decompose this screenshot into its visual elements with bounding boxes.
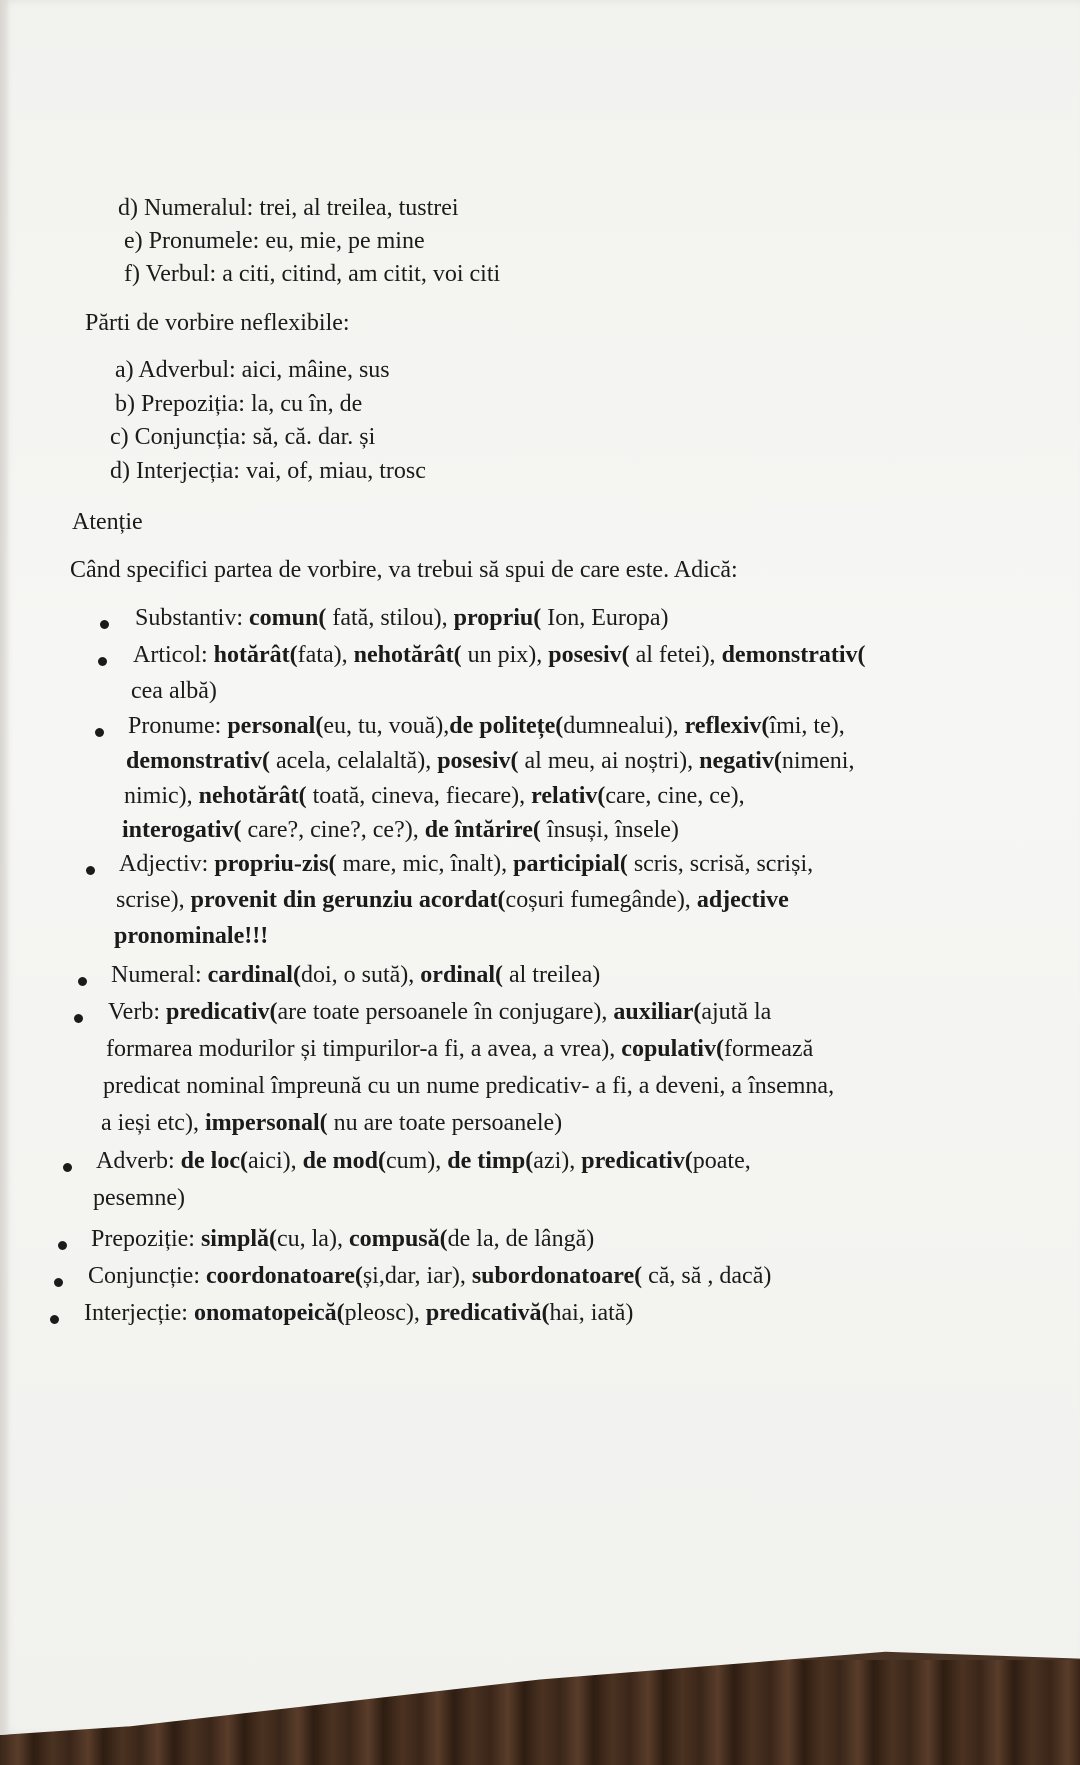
- plain-text: al meu, ai noștri),: [518, 748, 700, 774]
- plain-text: pleosc),: [344, 1300, 426, 1326]
- plain-text: eu, tu, vouă),: [323, 713, 450, 739]
- bullet-dot: [95, 728, 104, 737]
- conjunctie-line-1: Conjuncție: coordonatoare(și,dar, iar), subordonatoare( că, să , dacă): [88, 1263, 772, 1289]
- list-item-conjunctia: c) Conjuncția: să, că. dar. și: [110, 424, 376, 450]
- articol-line-2: [131, 676, 217, 706]
- plain-text: predicat nominal împreună cu un nume predicativ- a fi, a deveni, a însemna,: [103, 1073, 835, 1099]
- bold-term: impersonal(: [204, 1110, 328, 1136]
- bold-term: nehotărât(: [353, 642, 462, 668]
- bold-term: reflexiv(: [684, 713, 770, 739]
- bold-term: propriu-zis(: [214, 851, 337, 877]
- bold-term: simplă(: [200, 1226, 277, 1252]
- numeral-line-1: Numeral: cardinal(doi, o sută), ordinal( al treilea): [111, 962, 601, 988]
- bold-term: cardinal(: [207, 962, 301, 988]
- plain-text: fata),: [297, 642, 354, 668]
- list-item-numeralul: d) Numeralul: trei, al treilea, tustrei: [118, 195, 459, 221]
- bold-term: provenit din gerunziu acordat(: [190, 887, 506, 913]
- pronume-line-1: Pronume: personal(eu, tu, vouă),de politețe(dumnealui), reflexiv(îmi, te),: [128, 713, 845, 739]
- plain-text: că, să , dacă): [642, 1263, 772, 1289]
- bullet-dot: [50, 1315, 59, 1324]
- plain-text: al fetei),: [629, 642, 722, 668]
- plain-text: formarea modurilor și timpurilor-a fi, a avea, a vrea),: [106, 1036, 622, 1062]
- plain-text: poate,: [692, 1148, 751, 1174]
- bold-term: compusă(: [348, 1226, 448, 1252]
- pronume-line-4: [122, 815, 679, 845]
- plain-text: fată, stilou),: [326, 605, 454, 631]
- bold-term: predicativă(: [425, 1300, 550, 1326]
- list-item-pronumele: e) Pronumele: eu, mie, pe mine: [124, 228, 425, 254]
- bold-term: demonstrativ(: [721, 642, 866, 668]
- bold-term: demonstrativ(: [126, 748, 270, 774]
- bullet-dot: [58, 1241, 67, 1250]
- verb-line-3: [103, 1071, 834, 1101]
- plain-text: a ieși etc),: [101, 1110, 205, 1136]
- interjectie-line-1: Interjecție: onomatopeică(pleosc), predicativă(hai, iată): [84, 1300, 634, 1326]
- pronume-line-3: [124, 781, 745, 811]
- bold-term: subordonatoare(: [471, 1263, 643, 1289]
- bold-term: ordinal(: [420, 962, 503, 988]
- articol-line-1: Articol: hotărât(fata), nehotărât( un pix), posesiv( al fetei), demonstrativ(: [133, 642, 866, 668]
- plain-text: cea albă): [131, 678, 217, 704]
- bold-term: propriu(: [453, 605, 542, 631]
- inflexible-heading: Părti de vorbire neflexibile:: [85, 310, 350, 336]
- plain-text: nu are toate persoanele): [327, 1110, 563, 1136]
- bold-term: comun(: [249, 605, 327, 631]
- attention-heading: Atenție: [72, 509, 143, 535]
- plain-text: scrise),: [116, 887, 191, 913]
- plain-text: pesemne): [93, 1185, 185, 1211]
- bullet-dot: [98, 657, 107, 666]
- adjectiv-line-1: Adjectiv: propriu-zis( mare, mic, înalt), participial( scris, scrisă, scriși,: [119, 851, 814, 877]
- plain-text: nimeni,: [781, 748, 855, 774]
- plain-text: azi),: [533, 1148, 582, 1174]
- list-item-verbul: f) Verbul: a citi, citind, am citit, voi citi: [124, 261, 501, 287]
- plain-text: cu, la),: [276, 1226, 349, 1252]
- bold-term: coordonatoare(: [205, 1263, 363, 1289]
- plain-text: un pix),: [461, 642, 549, 668]
- bold-term: de loc(: [180, 1148, 248, 1174]
- substantiv-line-1: Substantiv: comun( fată, stilou), propriu( Ion, Europa): [135, 605, 669, 631]
- plain-text: îmi, te),: [769, 713, 845, 739]
- plain-text: scris, scrisă, scriși,: [627, 851, 814, 877]
- verb-line-1: Verb: predicativ(are toate persoanele în conjugare), auxiliar(ajută la: [108, 999, 772, 1025]
- plain-text: și,dar, iar),: [362, 1263, 472, 1289]
- plain-text: toată, cineva, fiecare),: [306, 783, 532, 809]
- bold-term: interogativ(: [122, 817, 242, 843]
- bold-term: negativ(: [699, 748, 782, 774]
- bold-term: predicativ(: [165, 999, 278, 1025]
- plain-text: al treilea): [502, 962, 601, 988]
- list-item-prepozitia: b) Prepoziția: la, cu în, de: [115, 391, 363, 417]
- bold-term: hotărât(: [213, 642, 298, 668]
- bullet-dot: [54, 1278, 63, 1287]
- plain-text: care, cine, ce),: [605, 783, 745, 809]
- adjectiv-line-2: [116, 885, 789, 915]
- pronume-line-2: [126, 746, 854, 776]
- bullet-dot: [74, 1014, 83, 1023]
- plain-text: mare, mic, înalt),: [336, 851, 514, 877]
- adverb-line-2: [93, 1183, 185, 1213]
- bold-term: de politețe(: [449, 713, 564, 739]
- bold-term: de timp(: [447, 1148, 534, 1174]
- bold-term: copulativ(: [621, 1036, 724, 1062]
- bold-term: de mod(: [302, 1148, 386, 1174]
- plain-text: doi, o sută),: [300, 962, 421, 988]
- plain-text: ajută la: [701, 999, 772, 1025]
- adjectiv-line-3: [114, 921, 268, 951]
- bullet-dot: [86, 866, 95, 875]
- bold-term: adjective: [696, 887, 789, 913]
- bold-term: nehotărât(: [198, 783, 307, 809]
- bold-term: posesiv(: [437, 748, 519, 774]
- plain-text: are toate persoanele în conjugare),: [277, 999, 614, 1025]
- list-item-interjectia: d) Interjecția: vai, of, miau, trosc: [110, 458, 426, 484]
- bold-term: onomatopeică(: [193, 1300, 345, 1326]
- verb-line-2: [106, 1034, 813, 1064]
- list-item-adverbul: a) Adverbul: aici, mâine, sus: [115, 357, 390, 383]
- bullet-dot: [100, 620, 109, 629]
- plain-text: hai, iată): [549, 1300, 634, 1326]
- plain-text: însuși, însele): [540, 817, 679, 843]
- plain-text: acela, celalaltă),: [269, 748, 438, 774]
- bullet-dot: [78, 977, 87, 986]
- verb-line-4: [101, 1108, 562, 1138]
- bold-term: pronominale!!!: [114, 923, 269, 949]
- intro-paragraph: Când specifici partea de vorbire, va trebui să spui de care este. Adică:: [70, 557, 738, 583]
- plain-text: nimic),: [124, 783, 199, 809]
- plain-text: cum),: [385, 1148, 448, 1174]
- bold-term: participial(: [513, 851, 628, 877]
- bold-term: personal(: [227, 713, 324, 739]
- bold-term: auxiliar(: [613, 999, 702, 1025]
- bold-term: predicativ(: [581, 1148, 693, 1174]
- plain-text: formează: [723, 1036, 814, 1062]
- bold-term: relativ(: [531, 783, 606, 809]
- bold-term: posesiv(: [548, 642, 630, 668]
- adverb-line-1: Adverb: de loc(aici), de mod(cum), de timp(azi), predicativ(poate,: [96, 1148, 751, 1174]
- bullet-dot: [63, 1163, 72, 1172]
- plain-text: Ion, Europa): [541, 605, 669, 631]
- prepozitie-line-1: Prepoziție: simplă(cu, la), compusă(de la, de lângă): [91, 1226, 595, 1252]
- plain-text: dumnealui),: [563, 713, 685, 739]
- plain-text: de la, de lângă): [447, 1226, 595, 1252]
- plain-text: care?, cine?, ce?),: [241, 817, 425, 843]
- plain-text: aici),: [247, 1148, 303, 1174]
- bold-term: de întărire(: [424, 817, 541, 843]
- plain-text: coșuri fumegânde),: [505, 887, 697, 913]
